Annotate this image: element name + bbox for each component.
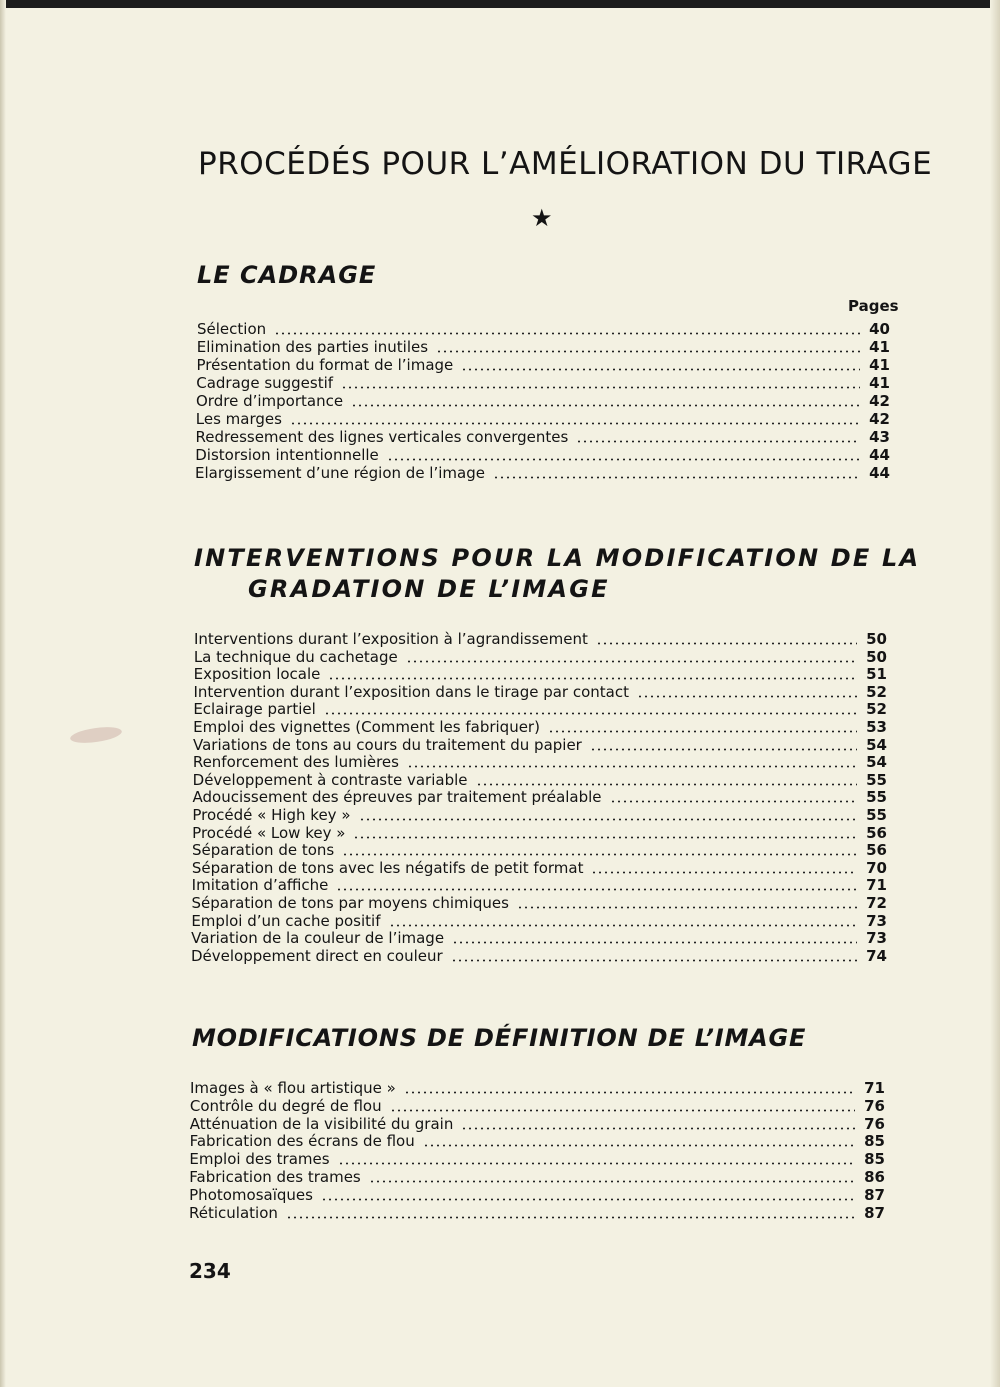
- dot-leader: [610, 800, 857, 803]
- toc-entry-label: Intervention durant l’exposition dans le tirage par contact: [193, 682, 629, 701]
- toc-entry-page: 72: [866, 894, 887, 912]
- toc-entry-label: Emploi d’un cache positif: [191, 911, 381, 930]
- toc-entry-page: 41: [869, 374, 890, 392]
- dot-leader: [637, 695, 857, 698]
- toc-entry: [192, 806, 887, 824]
- toc-entry: [196, 428, 891, 446]
- toc-entry-page: 40: [869, 320, 890, 338]
- toc-entry: [192, 894, 888, 912]
- dot-leader: [406, 660, 857, 663]
- dot-leader: [387, 458, 860, 461]
- toc-entry-page: 74: [866, 946, 887, 965]
- toc-entry-label: Emploi des vignettes (Comment les fabriquer): [193, 718, 540, 736]
- toc-entry: [192, 859, 887, 877]
- toc-entry-label: Développement direct en couleur: [191, 946, 443, 965]
- toc-entry: [196, 374, 890, 392]
- toc-entry: [195, 464, 890, 482]
- toc-entry: [190, 1132, 885, 1150]
- toc-entry: [193, 718, 887, 736]
- dot-leader: [338, 1162, 855, 1165]
- paper-stain: [69, 724, 122, 745]
- toc-entry-page: 50: [866, 630, 887, 648]
- toc-entry: [192, 824, 887, 842]
- toc-entry: [197, 320, 890, 338]
- toc-entry: [189, 1186, 885, 1204]
- page-title: PROCÉDÉS POUR L’AMÉLIORATION DU TIRAGE: [198, 146, 933, 182]
- toc-entry: [190, 1079, 885, 1097]
- toc-entry-label: Développement à contraste variable: [192, 770, 468, 789]
- section-heading-line: LE CADRAGE: [197, 261, 377, 289]
- dot-leader: [353, 836, 857, 839]
- toc-entry-label: Atténuation de la visibilité du grain: [189, 1114, 454, 1133]
- page-number: 234: [189, 1259, 231, 1283]
- toc-entry-page: 53: [866, 718, 887, 736]
- toc-entry-page: 52: [866, 700, 887, 719]
- dot-leader: [336, 888, 857, 891]
- toc-entry-label: Renforcement des lumières: [192, 753, 399, 772]
- toc-entry-label: Variation de la couleur de l’image: [191, 929, 445, 948]
- toc-entry-label: Elimination des parties inutiles: [196, 338, 429, 356]
- dot-leader: [369, 1180, 855, 1183]
- toc-entry: [194, 630, 887, 648]
- toc-entry: [192, 876, 887, 894]
- dot-leader: [290, 422, 860, 425]
- dot-leader: [390, 1109, 855, 1112]
- toc-entry-page: 41: [869, 356, 890, 374]
- toc-entry-page: 44: [869, 446, 890, 464]
- toc-entry-page: 56: [866, 823, 887, 842]
- toc-entry-page: 50: [866, 647, 887, 666]
- toc-entry: [194, 683, 888, 701]
- toc-entry-label: Adoucissement des épreuves par traitement préalable: [192, 788, 602, 807]
- dot-leader: [461, 1127, 855, 1130]
- toc-entry-label: Variations de tons au cours du traitement du papier: [193, 735, 582, 754]
- dot-leader: [423, 1144, 855, 1147]
- toc-entry-page: 55: [866, 788, 887, 807]
- toc-entry-label: Fabrication des écrans de flou: [189, 1132, 415, 1151]
- toc-entry: [190, 1115, 885, 1133]
- section-heading-line: INTERVENTIONS POUR LA MODIFICATION DE LA: [194, 544, 921, 572]
- toc-entry: [191, 929, 887, 947]
- dot-leader: [286, 1216, 855, 1219]
- toc-entry-label: La technique du cachetage: [193, 647, 398, 666]
- dot-leader: [493, 476, 860, 479]
- dot-leader: [590, 748, 857, 751]
- toc-entry-page: 54: [866, 735, 887, 754]
- section-heading-modifications: [192, 1024, 806, 1052]
- dot-leader: [328, 677, 857, 680]
- toc-entry: [197, 338, 890, 356]
- toc-entry-page: 52: [866, 682, 887, 701]
- toc-entry-label: Sélection: [197, 320, 267, 338]
- toc-entry-label: Interventions durant l’exposition à l’agrandissement: [194, 630, 588, 648]
- toc-entry-page: 43: [869, 428, 890, 446]
- toc-entry-label: Exposition locale: [193, 665, 321, 684]
- page-top-edge: [0, 0, 1000, 8]
- dot-leader: [324, 712, 857, 715]
- dot-leader: [548, 730, 857, 733]
- toc-entry-page: 87: [864, 1185, 885, 1204]
- dot-leader: [576, 440, 860, 443]
- dot-leader: [351, 404, 860, 407]
- toc-entry-page: 56: [866, 841, 887, 860]
- toc-entry: [194, 648, 887, 666]
- dot-leader: [407, 765, 857, 768]
- dot-leader: [436, 350, 860, 353]
- toc-entry-page: 71: [866, 876, 887, 895]
- toc-entry: [189, 1168, 885, 1186]
- toc-entry: [193, 771, 887, 789]
- toc-entry-label: Ordre d’importance: [196, 392, 344, 410]
- dot-leader: [404, 1091, 855, 1094]
- toc-entry: [193, 753, 887, 771]
- toc-entry: [191, 947, 887, 965]
- toc-entry-page: 51: [866, 665, 887, 684]
- toc-entry: [196, 392, 890, 410]
- toc-entry-label: Les marges: [195, 410, 282, 428]
- section-heading-line: GRADATION DE L’IMAGE: [248, 575, 610, 604]
- pages-column-label: Pages: [848, 297, 899, 315]
- dot-leader: [342, 853, 857, 856]
- section-heading-line: MODIFICATIONS DE DÉFINITION DE L’IMAGE: [192, 1024, 807, 1052]
- dot-leader: [461, 368, 860, 371]
- toc-entry-label: Procédé « High key »: [192, 806, 351, 824]
- toc-entry: [197, 356, 891, 374]
- toc-entry-page: 44: [869, 464, 890, 482]
- toc-entry-label: Redressement des lignes verticales convergentes: [195, 428, 569, 446]
- toc-entry-label: Elargissement d’une région de l’image: [195, 464, 485, 482]
- toc-entry-page: 55: [866, 806, 887, 824]
- toc-entry-label: Séparation de tons par moyens chimiques: [191, 894, 509, 912]
- toc-entry: [194, 665, 887, 683]
- toc-entry-page: 42: [869, 392, 890, 410]
- dot-leader: [321, 1198, 855, 1201]
- toc-entry-page: 87: [864, 1203, 885, 1222]
- toc-entry: [196, 410, 890, 428]
- toc-entry-page: 76: [864, 1114, 885, 1133]
- toc-entry: [193, 736, 887, 754]
- toc-entry-page: 85: [864, 1150, 885, 1169]
- toc-entry-label: Distorsion intentionnelle: [195, 446, 379, 464]
- toc-entry: [190, 1097, 885, 1115]
- toc-entry-label: Fabrication des trames: [189, 1168, 361, 1186]
- page-left-edge: [0, 0, 6, 1387]
- toc-entry-label: Procédé « Low key »: [192, 823, 346, 842]
- toc-entry-page: 42: [869, 410, 890, 428]
- dot-leader: [274, 332, 860, 335]
- dot-leader: [451, 959, 857, 962]
- dot-leader: [591, 871, 857, 874]
- toc-entry-page: 73: [866, 911, 887, 930]
- toc-entry-page: 41: [869, 338, 890, 356]
- toc-entry-label: Imitation d’affiche: [191, 876, 329, 895]
- dot-leader: [452, 941, 857, 944]
- toc-entry-page: 76: [864, 1096, 885, 1115]
- toc-entry: [193, 700, 887, 718]
- toc-entry-label: Cadrage suggestif: [196, 374, 334, 392]
- toc-entry-label: Séparation de tons avec les négatifs de petit format: [191, 858, 584, 877]
- toc-entry-page: 70: [866, 858, 887, 877]
- toc-entry-page: 55: [866, 770, 887, 789]
- page-right-edge: [990, 0, 1000, 1387]
- toc-entry-label: Photomosaïques: [189, 1185, 313, 1204]
- dot-leader: [389, 924, 857, 927]
- toc-entry-page: 71: [864, 1079, 885, 1097]
- dot-leader: [476, 783, 857, 786]
- toc-entry-label: Contrôle du degré de flou: [189, 1096, 382, 1115]
- toc-entry-label: Images à « flou artistique »: [190, 1079, 396, 1097]
- toc-entry: [192, 841, 887, 859]
- star-ornament-icon: ★: [531, 204, 553, 232]
- section-heading-interventions: [194, 543, 920, 605]
- section-heading-cadrage: [197, 261, 376, 289]
- dot-leader: [341, 386, 860, 389]
- toc-entry-label: Réticulation: [189, 1203, 278, 1222]
- toc-entry: [189, 1150, 885, 1168]
- toc-entry: [189, 1204, 885, 1222]
- toc-entry-label: Eclairage partiel: [193, 700, 316, 719]
- dot-leader: [517, 906, 857, 909]
- toc-entry: [191, 912, 887, 930]
- toc-entry-label: Séparation de tons: [192, 841, 335, 860]
- toc-entry-label: Emploi des trames: [189, 1150, 330, 1169]
- toc-entry-page: 85: [864, 1132, 885, 1151]
- toc-entry-page: 73: [866, 929, 887, 948]
- toc-entry-page: 54: [866, 753, 887, 772]
- toc-entry: [193, 788, 888, 806]
- dot-leader: [359, 818, 857, 821]
- toc-entry-label: Présentation du format de l’image: [196, 356, 454, 374]
- dot-leader: [596, 642, 857, 645]
- toc-entry: [195, 446, 890, 464]
- toc-entry-page: 86: [864, 1168, 885, 1186]
